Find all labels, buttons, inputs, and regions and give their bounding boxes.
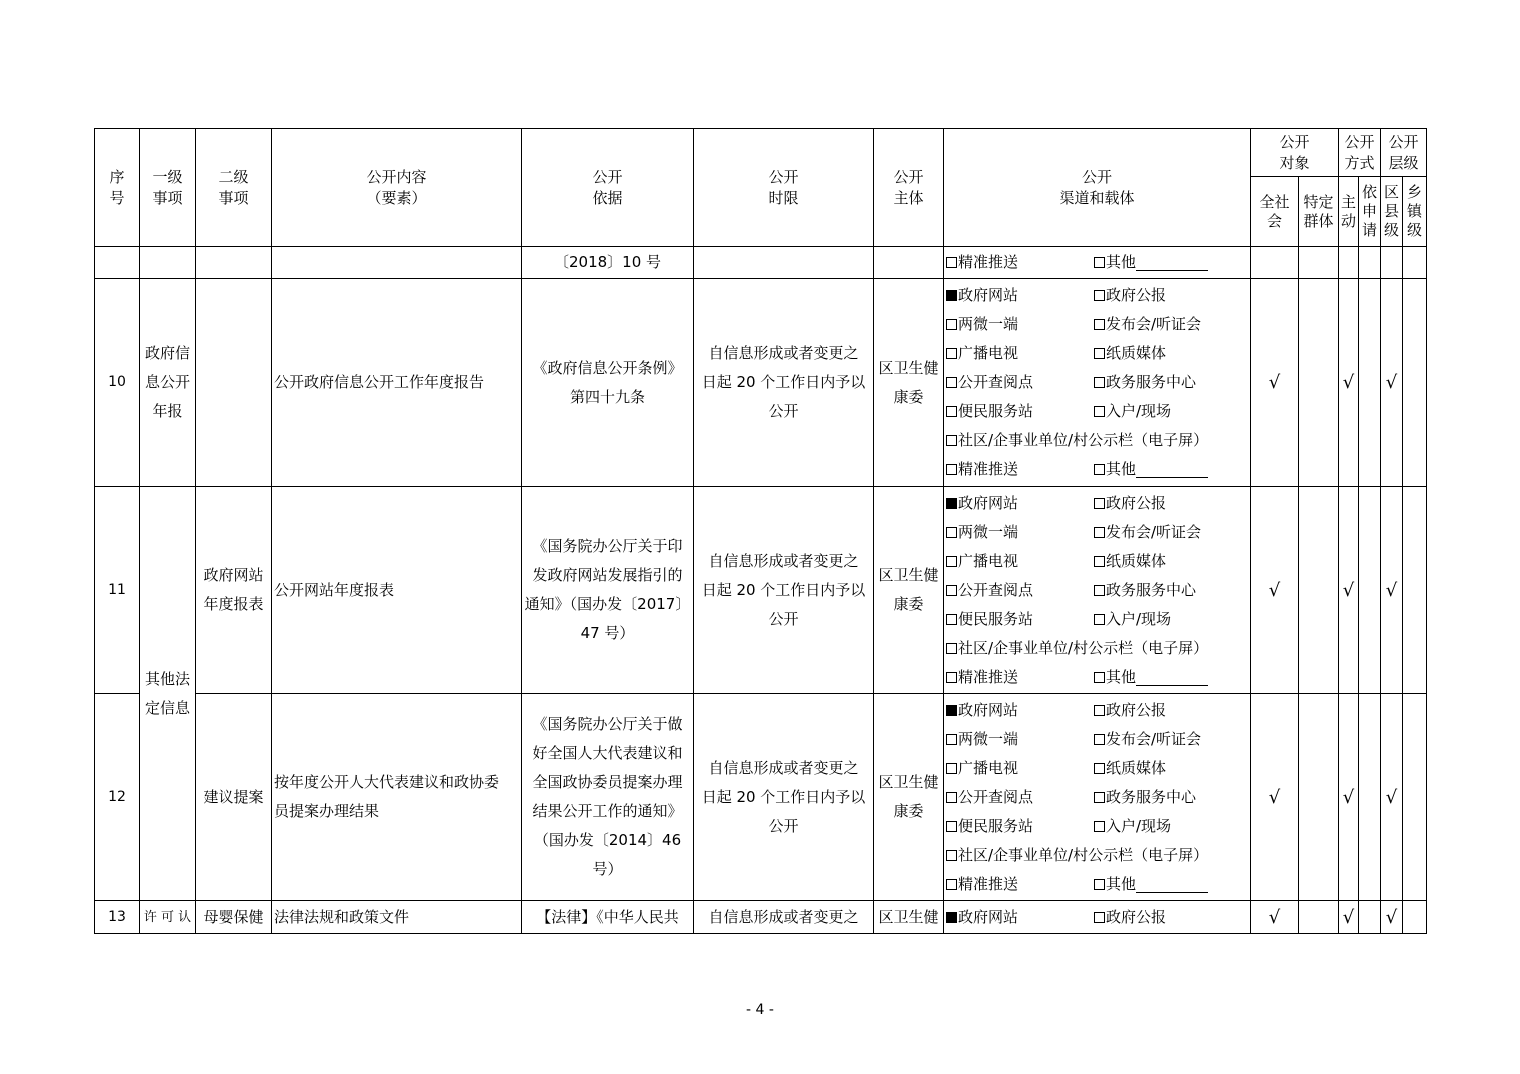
continuation-basis: 〔2018〕10 号 [522,247,694,279]
row-target-specific [1299,279,1339,487]
row-channels [944,279,1251,487]
checkbox-empty-icon [1094,734,1105,745]
checkbox-empty-icon [1094,556,1105,567]
header-layer-county: 区 县 级 [1381,177,1403,247]
header-basis: 公开 依据 [522,129,694,247]
row-content: 公开网站年度报表 [272,487,522,694]
channel-label: 其他 [1106,874,1137,893]
row-basis: 【法律】《中华人民共 [522,901,694,934]
channel-label: 政府网站 [958,286,1019,304]
continuation-row [95,247,1427,279]
channel-label: 政府网站 [958,700,1019,719]
disclosure-table [94,128,1427,934]
table-row [95,901,1427,934]
channel-label: 公开查阅点 [958,580,1034,599]
checkbox-empty-icon [1094,879,1105,890]
header-row-1 [95,129,1427,177]
row-channels [944,901,1251,934]
row-layer-town [1403,901,1427,934]
checkbox-empty-icon [1094,912,1105,923]
header-level1: 一级 事项 [140,129,196,247]
channel-label: 纸质媒体 [1106,551,1167,570]
page-number: - 4 - [746,1002,774,1018]
table-row [95,694,1427,901]
row-level1: 许 可 认 [140,901,196,934]
checkbox-empty-icon [946,614,957,625]
header-target-specific: 特定 群体 [1299,177,1339,247]
row-level1-merged: 其他法 定信息 [140,487,196,901]
channel-label: 纸质媒体 [1106,758,1167,777]
header-target: 公开 对象 [1251,129,1339,177]
channel-label: 两微一端 [958,729,1019,748]
channel-label: 公开查阅点 [958,787,1034,806]
channel-label: 公开查阅点 [958,373,1034,391]
channel-label: 入户/现场 [1106,609,1172,628]
row-target-specific [1299,487,1339,694]
header-layer-town: 乡 镇 级 [1403,177,1427,247]
row-timelimit: 自信息形成或者变更之 日起 20 个工作日内予以 公开 [694,487,874,694]
row-target-all: √ [1251,279,1299,487]
checkbox-empty-icon [946,527,957,538]
channel-label: 政务服务中心 [1106,373,1197,391]
row-method-active: √ [1339,487,1359,694]
checkbox-empty-icon [1094,290,1105,301]
checkbox-empty-icon [946,879,957,890]
channel-label: 政务服务中心 [1106,787,1197,806]
checkbox-empty-icon [1094,406,1105,417]
channel-label: 便民服务站 [958,402,1034,420]
channel-label: 精准推送 [958,874,1019,893]
row-level2 [196,279,272,487]
table-row [95,279,1427,487]
checkbox-empty-icon [946,643,957,654]
table-row [95,487,1427,694]
header-timelimit: 公开 时限 [694,129,874,247]
channel-label: 入户/现场 [1106,816,1172,835]
blank-line [1136,876,1208,893]
channel-label: 发布会/听证会 [1106,729,1202,748]
row-layer-county: √ [1381,901,1403,934]
channel-label: 政务服务中心 [1106,580,1197,599]
row-seq: 12 [95,694,140,901]
cell [95,247,140,279]
channel-label: 便民服务站 [958,609,1034,628]
checkbox-empty-icon [1094,763,1105,774]
checkbox-empty-icon [1094,614,1105,625]
row-content: 按年度公开人大代表建议和政协委 员提案办理结果 [272,694,522,901]
cell [874,247,944,279]
cell [694,247,874,279]
row-subject: 区卫生健 康委 [874,694,944,901]
channel-label: 两微一端 [958,522,1019,541]
channel-label: 政府网站 [958,493,1019,512]
row-layer-county: √ [1381,279,1403,487]
checkbox-empty-icon [1094,377,1105,388]
channel-label: 精准推送 [958,460,1019,478]
row-seq: 13 [95,901,140,934]
row-subject: 区卫生健 [874,901,944,934]
row-basis: 《政府信息公开条例》 第四十九条 [522,279,694,487]
channel-label: 精准推送 [958,667,1019,686]
row-channels [944,487,1251,694]
channel-label: 社区/企事业单位/村公示栏（电子屏） [958,845,1209,864]
row-target-all: √ [1251,487,1299,694]
row-content: 法律法规和政策文件 [272,901,522,934]
channel-label: 两微一端 [958,315,1019,333]
checkbox-empty-icon [1094,257,1105,268]
checkbox-empty-icon [946,792,957,803]
checkbox-filled-icon [946,705,957,716]
continuation-channels [944,247,1251,279]
header-method-active: 主 动 [1339,177,1359,247]
channel-label: 发布会/听证会 [1106,315,1202,333]
channel-label: 入户/现场 [1106,402,1172,420]
checkbox-empty-icon [946,406,957,417]
row-timelimit: 自信息形成或者变更之 [694,901,874,934]
header-level2: 二级 事项 [196,129,272,247]
channel-label: 政府公报 [1106,286,1167,304]
channel-label: 广播电视 [958,758,1019,777]
row-subject: 区卫生健 康委 [874,279,944,487]
row-layer-county: √ [1381,694,1403,901]
row-basis: 《国务院办公厅关于做 好全国人大代表建议和 全国政协委员提案办理 结果公开工作的通知》 （国办发〔2014〕46 号） [522,694,694,901]
channel-label: 便民服务站 [958,816,1034,835]
header-content: 公开内容 （要素） [272,129,522,247]
channel-label: 社区/企事业单位/村公示栏（电子屏） [958,638,1209,657]
checkbox-empty-icon [946,585,957,596]
cell [272,247,522,279]
row-channels [944,694,1251,901]
row-level2: 建议提案 [196,694,272,901]
cell [1403,247,1427,279]
row-level2: 政府网站 年度报表 [196,487,272,694]
cell [196,247,272,279]
checkbox-empty-icon [1094,672,1105,683]
row-content: 公开政府信息公开工作年度报告 [272,279,522,487]
row-method-apply [1359,901,1381,934]
checkbox-empty-icon [1094,821,1105,832]
row-level1: 政府信 息公开 年报 [140,279,196,487]
row-basis: 《国务院办公厅关于印 发政府网站发展指引的 通知》（国办发〔2017〕 47 号） [522,487,694,694]
cell [1251,247,1299,279]
checkbox-empty-icon [1094,348,1105,359]
checkbox-empty-icon [1094,319,1105,330]
checkbox-filled-icon [946,290,957,301]
blank-line [1136,669,1208,686]
row-target-all: √ [1251,694,1299,901]
header-channel: 公开 渠道和载体 [944,129,1251,247]
row-subject: 区卫生健 康委 [874,487,944,694]
checkbox-empty-icon [946,348,957,359]
row-layer-town [1403,487,1427,694]
channel-label: 政府公报 [1106,700,1167,719]
checkbox-filled-icon [946,498,957,509]
header-method-apply: 依 申 请 [1359,177,1381,247]
checkbox-empty-icon [1094,527,1105,538]
channel-label: 其他 [1106,667,1137,686]
cell [1299,247,1339,279]
cell [1339,247,1359,279]
channel-label: 社区/企事业单位/村公示栏（电子屏） [958,431,1209,449]
checkbox-empty-icon [1094,498,1105,509]
row-method-apply [1359,279,1381,487]
row-layer-town [1403,279,1427,487]
channel-label: 其他 [1106,253,1137,271]
row-method-active: √ [1339,901,1359,934]
checkbox-empty-icon [1094,792,1105,803]
row-target-all: √ [1251,901,1299,934]
row-timelimit: 自信息形成或者变更之 日起 20 个工作日内予以 公开 [694,694,874,901]
channel-label: 政府公报 [1106,493,1167,512]
checkbox-empty-icon [946,734,957,745]
checkbox-empty-icon [946,319,957,330]
checkbox-empty-icon [1094,705,1105,716]
checkbox-empty-icon [946,821,957,832]
row-target-specific [1299,901,1339,934]
header-subject: 公开 主体 [874,129,944,247]
blank-line [1136,461,1208,478]
channel-label: 精准推送 [958,253,1019,271]
row-seq: 11 [95,487,140,694]
checkbox-empty-icon [946,464,957,475]
checkbox-empty-icon [1094,585,1105,596]
cell [1359,247,1381,279]
cell [140,247,196,279]
row-layer-town [1403,694,1427,901]
header-method: 公开 方式 [1339,129,1381,177]
channel-label: 广播电视 [958,551,1019,570]
checkbox-empty-icon [1094,464,1105,475]
channel-label: 其他 [1106,460,1137,478]
header-layer: 公开 层级 [1381,129,1427,177]
row-method-active: √ [1339,279,1359,487]
checkbox-empty-icon [946,257,957,268]
channel-label: 广播电视 [958,344,1019,362]
checkbox-empty-icon [946,763,957,774]
channel-label: 纸质媒体 [1106,344,1167,362]
channel-label: 发布会/听证会 [1106,522,1202,541]
row-timelimit: 自信息形成或者变更之 日起 20 个工作日内予以 公开 [694,279,874,487]
row-level2: 母婴保健 [196,901,272,934]
row-method-apply [1359,487,1381,694]
channel-label: 政府公报 [1106,907,1167,926]
checkbox-filled-icon [946,912,957,923]
checkbox-empty-icon [946,377,957,388]
row-target-specific [1299,694,1339,901]
blank-line [1136,254,1208,271]
row-layer-county: √ [1381,487,1403,694]
cell [1381,247,1403,279]
row-seq: 10 [95,279,140,487]
checkbox-empty-icon [946,850,957,861]
checkbox-empty-icon [946,556,957,567]
header-target-all: 全社 会 [1251,177,1299,247]
checkbox-empty-icon [946,435,957,446]
checkbox-empty-icon [946,672,957,683]
row-method-apply [1359,694,1381,901]
row-method-active: √ [1339,694,1359,901]
channel-label: 政府网站 [958,907,1019,926]
header-seq: 序 号 [95,129,140,247]
